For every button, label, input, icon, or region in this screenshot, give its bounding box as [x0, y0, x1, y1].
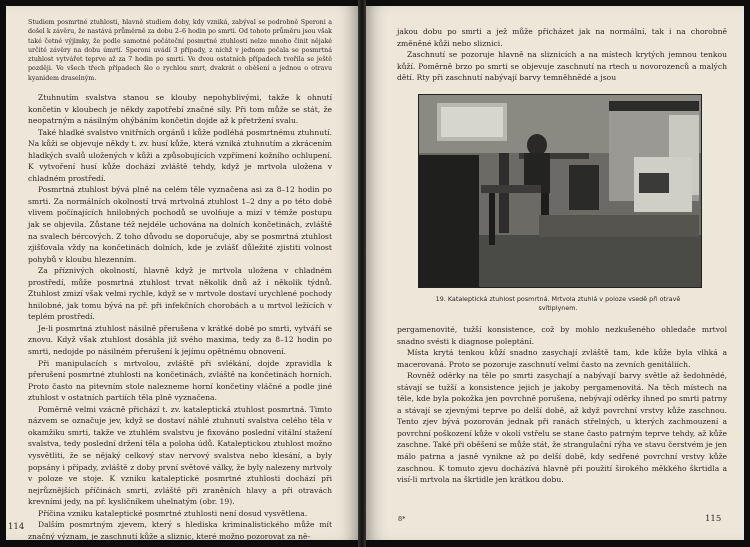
paragraph: Je-li posmrtná ztuhlost násilně přerušena v krátké době po smrti, vytváří se znovu. Když však ztuhlost dosáhla již svého maxima, tedy za 8–12 hodin po smrti, nedojde po násilném přerušení k jejímu opětnému obnovení. [28, 323, 332, 357]
book-gutter [358, 0, 366, 547]
right-page-bottom-text [397, 324, 727, 486]
paragraph: Poměrně velmi vzácně přichází t. zv. kataleptická ztuhlost posmrtná. Timto názvem se označuje jev, když se dostaví náhlé ztuhnutí svalstva celého těla v okamžiku smrti, takže ve ztuhlém svalstvu je fixováno poslední vitální stažení svalstva, tedy poslední držení těla a poloha údů. Kataleptickou ztuhlost možno vysvětliti, že se nějaký celkový stav nervový svalstva nebo klesání, a byly popsány i případy, zvláště z doby první světové války, že byly nalezeny mrtvoly v poloze ve stoje. K vzniku kataleptické posmrtné ztuhlosti dochází při nejrůznějších příčinách smrti, zvláště při zraněních hlavy a při otravách krevními jedy, na př. kysličníkem uhelnatým (obr. 19). [28, 404, 332, 507]
paragraph: pergamenovité, tužší konsistence, což by mohlo nezkušeného ohledače mrtvol snadno svésti k diagnose poleptání. [397, 325, 727, 346]
paragraph: Příčina vzniku kataleptické posmrtné ztuhlosti není dosud vysvětlena. [38, 508, 308, 518]
page-number-left: 114 [8, 522, 25, 532]
right-page-top-text [397, 26, 727, 84]
small-print-text: Studiem posmrtné ztuhlosti, hlavně studiem doby, kdy vzniká, zabýval se podrobně Speroni a došel k závěru, že nastává průměrně za dobu 2–6 hodin po smrti. Od tohoto průměru jsou však také četné výjimky, že podle samotné počáteční posmrtné ztuhlosti nelze mnoho činit nějaké určité závěry na dobu úmrtí. Speroni uvádí 3 případy, z nichž v jednom počala se posmrtná ztuhlost vytvářet teprve až za 7 hodin po smrti. Ve dvou ostatních případech tvořila se ještě později. Ve všech třech případech šlo o rychlou smrt, dvakrát o oběšení a jednou o otravu kyanidem draselným. [28, 19, 332, 82]
left-page-body [28, 92, 332, 540]
paragraph: Zaschnutí se pozoruje hlavně na sliznicích a na místech krytých jemnou tenkou kůží. Poměrně brzo po smrti se objevuje zaschnutí na rtech u novorozenců a malých dětí. Rty při zaschnutí nabývají barvy temněhnědé a jsou [397, 50, 727, 83]
paragraph: Místa krytá tenkou kůží snadno zasychají zvláště tam, kde kůže byla vlhká a macerovaná. Proto se pozoruje zaschnutí velmi často na zevních genitáliích. [397, 348, 727, 369]
paragraph: Rovněž oděrky na těle po smrti zasychají a nabývají barvy světle až šedohnědé, stávají se tužší a konsistence jejich je jakoby pergamenovitá. Na těch místech na těle, kde byla pokožka jen povrchně porušena, nebývají oděrky ihned po smrti patrny a stávají se zjevnými teprve po delší době, až když povrchní vrstvy kůže zaschnou. Tento zjev bývá pozorován jednak při ranách střelných, u kterých zachmouzení a povrchní poškození kůže v okolí vstřelu se stane často patrným teprve tehdy, až kůže zaschne. Také při oběšení se může stát, že strangulační rýha ve stavu čerstvém je jen málo patrna a jasně vynikne až po delší době, kdy sedřené povrchní vrstvy kůže zaschnou. K tomuto zjevu docházívá hlavně při použití širokého měkkého škrtidla a visí-li mrtvola na škrtidle jen krátkou dobu. [397, 371, 727, 485]
paragraph: Při manipulacích s mrtvolou, zvláště při svlékání, dojde zpravidla k přerušení posmrtné ztuhlosti na končetinách, zvláště na končetinách horních. Proto často na pitevním stole nalezneme horní končetiny vláčné a podle jiné ztuhlost v ostatních partiích těla plně vyznačena. [28, 358, 332, 403]
paragraph: Ztuhnutím svalstva stanou se klouby nepohyblivými, takže k ohnutí končetin v kloubech je někdy zapotřebí značné síly. Při tom může se stát, že neopatrným a násilným ohýbáním končetin dojde až k přetržení svalu. [28, 93, 332, 126]
paragraph: Posmrtná ztuhlost bývá plně na celém těle vyznačena asi za 8–12 hodin po smrti. Za normálních okolností trvá mrtvolná ztuhlost 1–2 dny a po této době vlivem počínajících hnilobných pochodů se uvolňuje a mizí v témže postupu jak se objevila. Zůstane též nejdéle uchována na dolních končetinách, zvláště na svalech bércových. Z toho důvodu se doporučuje, aby se posmrtná ztuhlost zjišťovala vždy na končetinách dolních, kde je zvlášť důležité zjistiti volnost pohybů v kloubu hlezenním. [28, 185, 332, 264]
figure-photo [418, 94, 702, 288]
small-print-paragraph [28, 18, 332, 83]
paragraph: jakou dobu po smrti a jež může přicházet jak na normální, tak i na chorobně změněné kůži nebo sliznici. [397, 27, 727, 48]
right-page [366, 6, 744, 540]
paragraph: Dalším posmrtným zjevem, který s hlediska kriminalistického může mít značný význam, je zaschnutí kůže a sliznic, které možno pozorovat za ně- [28, 520, 332, 540]
page-number-right: 115 [705, 514, 722, 524]
figure-caption: 19. Kataleptická ztuhlost posmrtná. Mrtvola ztuhlá v poloze vsedě při otravě svítiplynem. [435, 295, 681, 312]
kitchen-scene-photo [419, 95, 701, 287]
paragraph: Také hladké svalstvo vnitřních orgánů i kůže podléhá posmrtnému ztuhnutí. Na kůži se objevuje někdy t. zv. husí kůže, která vzniká ztuhnutím a zkrácením hladkých svalů uložených v kůži a způsobujících vzpřímení kožního ochlupení. K vytvoření husí kůže dochází zvláště tehdy, když je mrtvola uložena v chladném prostředí. [28, 127, 332, 183]
left-page [6, 6, 358, 540]
signature-mark: 8* [398, 515, 406, 523]
paragraph: Za příznivých okolností, hlavně když je mrtvola uložena v chladném prostředí, může posmrtná ztuhlost trvat několik dnů až i několik týdnů. Ztuhlost zmizí však velmi rychle, když se v mrtvole dostaví urychlené pochody hnilobné, jak tomu bývá na př. při infekčních chorobách a u mrtvol ležících v teplém prostředí. [28, 266, 332, 322]
